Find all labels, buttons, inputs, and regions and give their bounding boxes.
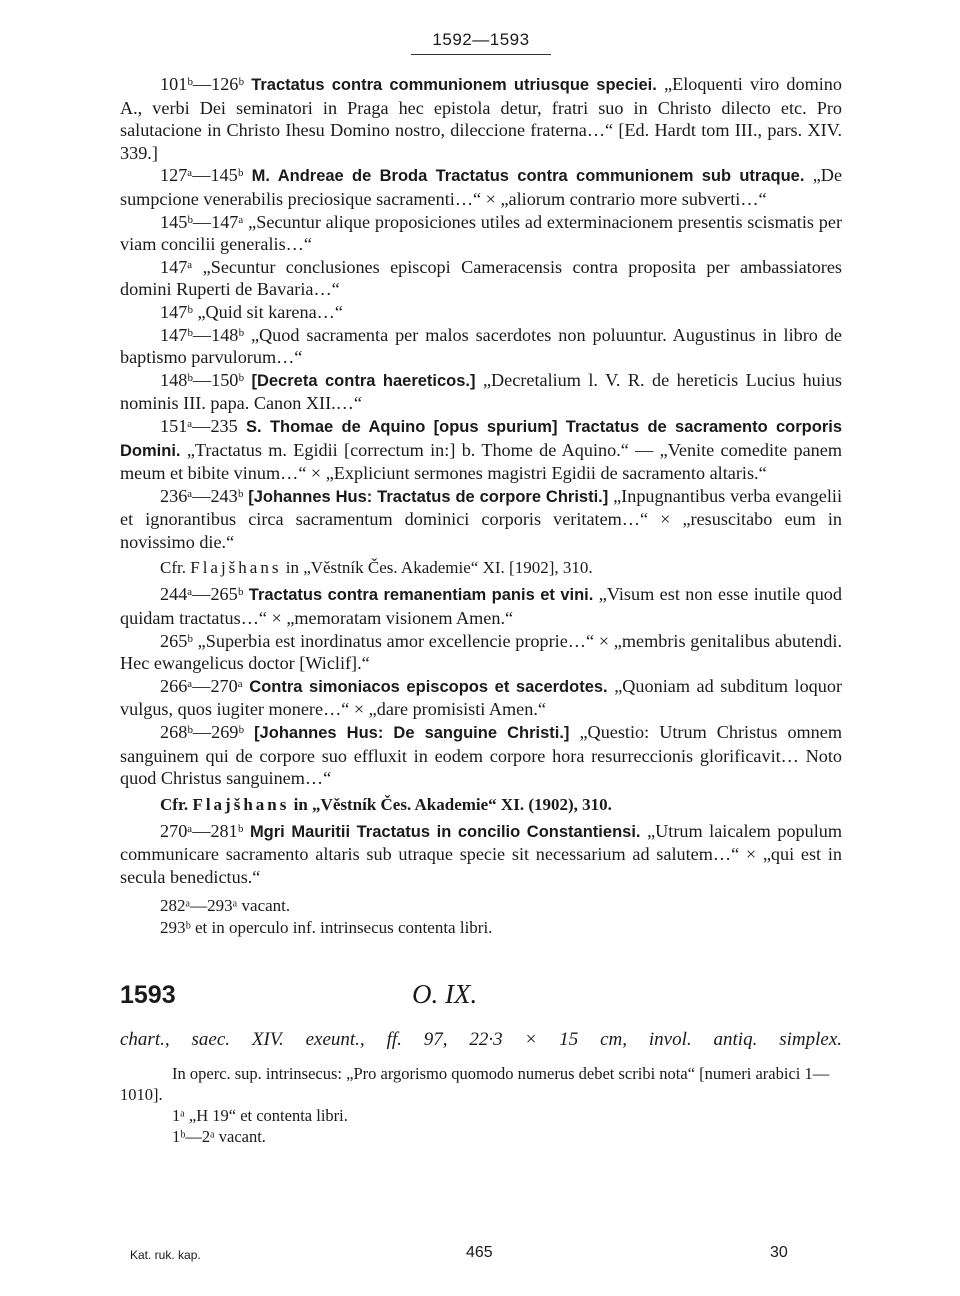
cfr-prefix: Cfr. [160, 558, 191, 578]
entry-text: „Decretalium l. V. R. de hereticis Lucius huius nominis III. papa. Canon XII.…“ [120, 369, 843, 414]
entry-title: Tractatus contra communionem utriusque speciei. [251, 76, 657, 94]
section-note: 1ᵃ „H 19“ et contenta libri. [172, 1105, 348, 1125]
folio: 268ᵇ—269ᵇ [160, 722, 245, 743]
catalog-entry [120, 675, 842, 721]
entries-block-2 [120, 583, 842, 789]
entry-text: „Inpugnantibus verba evangelii et ignorantibus circa sacramentum dominici corporis veritatem…“ × „resuscitabo eum in novissimo die.“ [120, 485, 842, 552]
cfr-author: Flajšhans [192, 794, 290, 814]
vacant-line: 282ᵃ—293ᵃ vacant. [160, 895, 291, 915]
running-head: 1592—1593 [432, 30, 530, 49]
entries-block-1 [120, 73, 842, 553]
page-footer [0, 1244, 960, 1268]
catalog-entry [120, 820, 842, 889]
sheet-number: 30 [770, 1244, 788, 1261]
catalog-entry [120, 256, 842, 301]
vacant-line: 293ᵇ et in operculo inf. intrinsecus contenta libri. [160, 917, 493, 937]
catalog-entry [120, 211, 842, 256]
entry-title: [Johannes Hus: Tractatus de corpore Christi.] [248, 487, 609, 506]
catalog-entry [120, 301, 842, 324]
entries-block-3 [120, 820, 842, 889]
folio: 244ᵃ—265ᵇ [160, 584, 244, 605]
cfr-rest: in „Věstník Čes. Akademie“ XI. (1902), 310. [289, 794, 612, 814]
catalog-entry [120, 164, 842, 210]
entry-title: Contra simoniacos episcopos et sacerdotes. [249, 677, 608, 696]
entry-text: „Questio: Utrum Christus omnem sanguinem qui de corpore suo effluxit in eodem corpore hora resurreccionis glorificavit… Noto quod Christus sanguinem…“ [120, 722, 842, 789]
folio: 147ᵃ [160, 256, 193, 277]
catalog-entry [120, 73, 842, 164]
entry-text: „Quid sit karena…“ [192, 301, 343, 322]
cfr-rest: in „Věstník Čes. Akademie“ XI. [1902], 310. [281, 558, 593, 578]
entry-title: M. Andreae de Broda Tractatus contra communionem sub utraque. [251, 167, 805, 186]
catalog-entry [120, 630, 842, 675]
entry-title: [Decreta contra haereticos.] [251, 371, 476, 390]
page [120, 30, 842, 1147]
catalog-entry [120, 583, 842, 629]
entry-text: „De sumpcione venerabilis preciosique sacramenti…“ × „aliorum contrario more subverti…“ [120, 165, 843, 209]
catalog-entry [120, 369, 842, 415]
entry-title: Mgri Mauritii Tractatus in concilio Constantiensi. [249, 822, 641, 841]
folio: 101ᵇ—126ᵇ [160, 74, 245, 94]
entry-text: „Superbia est inordinatus amor excellencie proprie…“ × „membris genitalibus abutendi. Hec ewangelicus doctor [Wiclif].“ [120, 630, 842, 674]
folio: 145ᵇ—147ᵃ [160, 211, 244, 232]
entry-text: „Visum est non esse inutile quod quidam tractatus…“ × „memoratam visionem Amen.“ [120, 584, 842, 629]
folio: 147ᵇ—148ᵇ [160, 324, 245, 345]
folio: 127ᵃ—145ᵇ [160, 165, 244, 186]
section-note: 1ᵇ—2ᵃ vacant. [172, 1126, 266, 1146]
cfr-reference [160, 557, 842, 579]
entry-title: S. Thomae de Aquino [opus spurium] Tractatus de sacramento corporis Domini. [120, 417, 843, 460]
entry-title: Tractatus contra remanentiam panis et vini. [248, 586, 594, 605]
entry-text: „Quoniam ad subditum loquor vulgus, quos iugiter monere…“ × „dare promisisti Amen.“ [120, 675, 843, 720]
footer-signature: Kat. ruk. kap. [130, 1248, 201, 1262]
folio: 265ᵇ [160, 630, 193, 651]
catalog-entry [120, 415, 842, 485]
folio: 236ᵃ—243ᵇ [160, 485, 244, 506]
catalog-entry [120, 324, 842, 369]
cfr-author: Flajšhans [190, 558, 282, 578]
folio: 266ᵃ—270ᵃ [160, 675, 243, 696]
catalog-entry [120, 721, 842, 790]
catalog-entry [120, 485, 842, 554]
page-number: 465 [466, 1244, 493, 1261]
folio: 270ᵃ—281ᵇ [160, 820, 244, 841]
entry-title: [Johannes Hus: De sanguine Christi.] [254, 724, 570, 743]
section-note: In operc. sup. intrinsecus: „Pro argorismo quomodo numerus debet scribi nota“ [numeri arabici 1—1010]. [120, 1063, 830, 1104]
folio: 151ᵃ—235 [160, 415, 238, 436]
entry-text: „Utrum laicalem populum communicare sacramento altaris sub utraque specie sit necessarium ad salutem…“ × „qui est in secula benedictus.“ [120, 820, 843, 887]
entry-text: „Quod sacramenta per malos sacerdotes non poluuntur. Augustinus in libro de baptismo parvulorum…“ [120, 324, 842, 368]
entry-text: „Secuntur alique proposiciones utiles ad exterminacionem presentis scismatis per viam concilii generalis…“ [120, 211, 842, 255]
entry-text: „Tractatus m. Egidii [correctum in:] b. Thome de Aquino.“ — „Venite comedite panem meum et bibite vinum…“ × „Expliciunt sermones magistri Egidii de sacramento altaris.“ [120, 439, 842, 484]
section-signature: O. IX. [412, 978, 478, 1009]
running-head-rule [411, 54, 551, 55]
folio: 148ᵇ—150ᵇ [160, 369, 245, 390]
section-heading [120, 978, 842, 1021]
entry-text: „Secuntur conclusiones episcopi Cameracensis contra proposita per ambassiatores domini Ruperti de Bavaria…“ [120, 256, 842, 300]
cfr-reference [160, 794, 842, 816]
folio: 147ᵇ [160, 301, 193, 322]
vacant-block [120, 895, 842, 939]
entry-text: „Eloquenti viro domino A., verbi Dei seminatori in Praga hec epistola detur, fratri suo in Christo dilecto etc. Pro salutacione in Christo Ihesu Domino nostro, dileccione fraterna…“ [Ed. Hardt tom III., pars. XIV. 339.] [120, 74, 842, 163]
cfr-prefix: Cfr. [160, 794, 193, 814]
section-number: 1593 [120, 980, 176, 1009]
section-description: chart., saec. XIV. exeunt., ff. 97, 22·3 × 15 cm, invol. antiq. simplex. [120, 1028, 842, 1050]
